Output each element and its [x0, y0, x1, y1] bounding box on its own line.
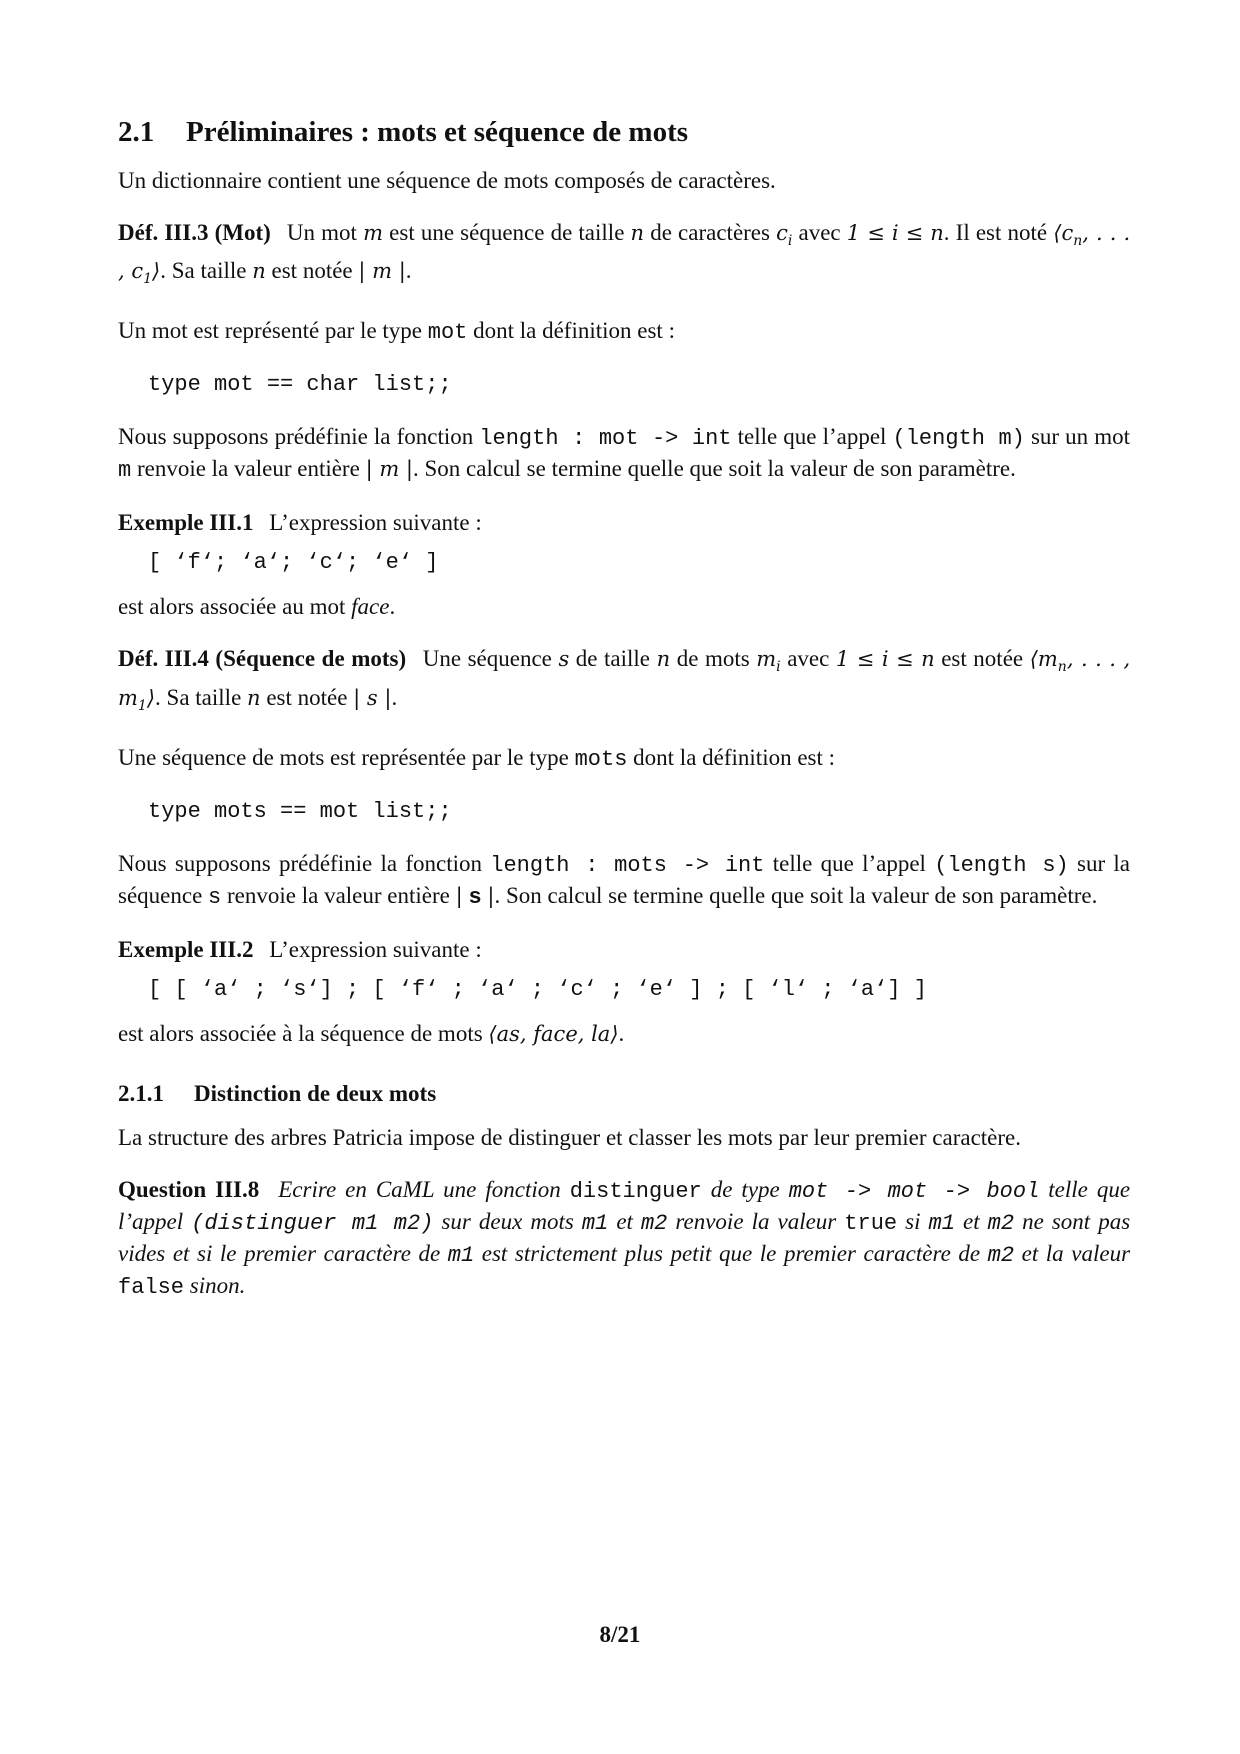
inline-code: mots — [574, 746, 628, 772]
length-mot-paragraph: Nous supposons prédéfinie la fonction length : mot -> int telle que l’appel (length m) sur un mot m renvoie la valeur entière | m |. Son calcul se termine quelle que soit la valeur de son paramètre. — [118, 424, 1131, 484]
inline-code: mot — [427, 320, 468, 346]
subsection-heading — [118, 1079, 1130, 1109]
code-block-mot: type mot == char list;; — [148, 372, 452, 398]
math-size: | m | — [358, 259, 406, 284]
section-number: 2.1 — [118, 116, 155, 148]
math-var: $c_i$ — [776, 221, 793, 250]
section-heading — [118, 112, 1130, 152]
code-block-mots: type mots == mot list;; — [148, 798, 452, 824]
example-label: Exemple III.1 — [118, 510, 254, 536]
code-block-example-2: [ [ ‘a‘ ; ‘s‘] ; [ ‘f‘ ; ‘a‘ ; ‘c‘ ; ‘e‘ ] ; [ ‘l‘ ; ‘a‘] ] — [148, 976, 927, 1002]
math-range: 1 ≤ i ≤ n — [846, 221, 944, 245]
page-number: 8/21 — [599, 1622, 641, 1647]
inline-code: (length s) — [934, 852, 1069, 878]
example-2-conclusion: est alors associée à la séquence de mots ⟨as, face, la⟩. — [118, 1020, 625, 1046]
text: avec — [798, 220, 841, 245]
example-1-conclusion: est alors associée au mot face. — [118, 594, 396, 620]
patricia-paragraph: La structure des arbres Patricia impose de distinguer et classer les mots par leur premier caractère. — [118, 1124, 1022, 1150]
inline-code: length : mots -> int — [490, 852, 765, 878]
definition-label: Déf. III.3 (Mot) — [118, 220, 271, 245]
inline-code: m — [118, 458, 132, 484]
inline-code: (length m) — [892, 426, 1025, 452]
code-block-example-1: [ ‘f‘; ‘a‘; ‘c‘; ‘e‘ ] — [148, 550, 439, 576]
math-size: | m | — [365, 457, 413, 482]
document-page — [118, 112, 1130, 1325]
example-2: Exemple III.2 L’expression suivante : — [118, 936, 482, 962]
inline-code: length : mot -> int — [479, 426, 732, 452]
text: est une séquence de taille — [389, 220, 625, 245]
math-var: n — [252, 259, 266, 284]
text: . — [405, 258, 412, 284]
example-label: Exemple III.2 — [118, 936, 254, 962]
inline-code: s — [208, 884, 222, 910]
text: Un mot — [286, 220, 357, 245]
definition-sequence: Déf. III.4 (Séquence de mots) Une séquence s de taille n de mots $m_i$ avec 1 ≤ i ≤ n est notée $⟨m_n$, . . . , $m_1⟩$. Sa taille n est notée | s |. — [118, 646, 1131, 714]
math-tuple: $⟨c_n$, . . . , $c_1⟩$ — [118, 221, 1131, 288]
math-var: n — [630, 221, 645, 245]
question-label: Question III.8 — [118, 1176, 260, 1202]
example-1: Exemple III.1 L’expression suivante : — [118, 510, 482, 536]
definition-mot — [118, 218, 1130, 294]
length-mots-paragraph: Nous supposons prédéfinie la fonction length : mots -> int telle que l’appel (length s) sur la séquence s renvoie la valeur entière | s |. Son calcul se termine quelle que soit la valeur de son paramètre. — [118, 850, 1131, 910]
text: est notée — [271, 258, 353, 284]
type-mot-intro: Un mot est représenté par le type mot dont la définition est : — [118, 318, 675, 346]
math-var: m — [363, 221, 384, 245]
section-title: Préliminaires : mots et séquence de mots — [186, 116, 689, 148]
type-mots-intro: Une séquence de mots est représentée par le type mots dont la définition est : — [118, 744, 836, 772]
definition-label: Déf. III.4 (Séquence de mots) — [118, 646, 407, 672]
text: . Sa taille — [160, 258, 247, 284]
text: de caractères — [650, 220, 770, 245]
question-8: Question III.8 Ecrire en CaML une fonction distinguer de type mot -> mot -> bool telle que l’appel (distinguer m1 m2) sur deux mots m1 et m2 renvoie la valeur true si m1 et m2 ne sont pas vides et si le premier caractère de m1 est strictement plus petit que le premier caractère de m2 et la valeur false sinon. — [118, 1176, 1131, 1300]
subsection-number: 2.1.1 — [118, 1080, 164, 1106]
subsection-title: Distinction de deux mots — [194, 1080, 437, 1106]
text: . Il est noté — [943, 220, 1048, 245]
intro-paragraph: Un dictionnaire contient une séquence de mots composés de caractères. — [118, 168, 776, 193]
